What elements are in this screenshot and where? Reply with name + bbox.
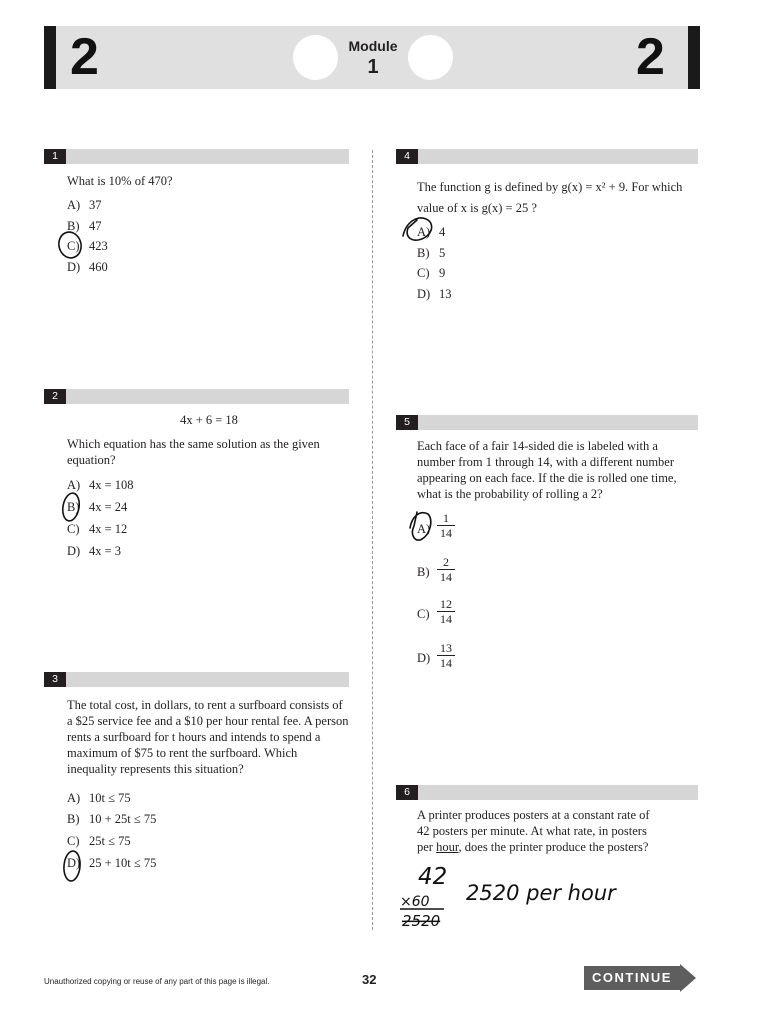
- module-number: 1: [367, 56, 379, 78]
- question-2-option-c[interactable]: [67, 521, 127, 537]
- handwritten-answer: 2520 per hour: [466, 881, 616, 905]
- option-text: 9: [439, 266, 446, 280]
- question-1-header: [44, 149, 349, 164]
- option-text: 10t ≤ 75: [89, 791, 131, 805]
- option-text: 4: [439, 225, 446, 239]
- emphasized-word: hour: [436, 840, 459, 854]
- question-2-option-d[interactable]: [67, 543, 121, 559]
- fraction-denominator: 14: [440, 656, 452, 670]
- question-5-header: [396, 415, 698, 430]
- fraction-numerator: 12: [437, 597, 455, 612]
- question-5-option-b-fraction: [437, 555, 455, 584]
- question-5-option-d-letter[interactable]: D): [417, 651, 431, 665]
- option-text: 5: [439, 246, 446, 260]
- question-5-option-a-fraction: [437, 511, 455, 540]
- question-2-header: [44, 389, 349, 404]
- question-number: 5: [396, 415, 418, 430]
- question-number: 3: [44, 672, 66, 687]
- prompt-line: [417, 839, 699, 855]
- option-letter: D): [67, 260, 81, 274]
- option-text: 37: [89, 198, 102, 212]
- option-text: 13: [439, 287, 452, 301]
- fraction-numerator: 13: [437, 641, 455, 656]
- section-number-left: 2: [70, 28, 99, 86]
- page-number: 32: [362, 972, 377, 987]
- option-text: 10 + 25t ≤ 75: [89, 812, 157, 826]
- option-text: 25t ≤ 75: [89, 834, 131, 848]
- prompt-text: per: [417, 840, 437, 854]
- option-letter: C): [417, 266, 430, 280]
- question-1-option-b[interactable]: [67, 218, 102, 234]
- question-1-option-c[interactable]: [67, 238, 108, 254]
- question-2-prompt: Which equation has the same solution as the given equation?: [67, 437, 320, 467]
- question-5-option-b-letter[interactable]: B): [417, 565, 430, 579]
- option-letter: A): [67, 198, 81, 212]
- question-1-option-d[interactable]: [67, 259, 108, 275]
- question-5-option-d-fraction: [437, 641, 455, 670]
- question-5-option-c-letter[interactable]: C): [417, 607, 430, 621]
- prompt-text: , does the printer produce the posters?: [458, 840, 649, 854]
- header-circle-left: [293, 35, 338, 80]
- question-5-option-a-letter[interactable]: A): [417, 522, 431, 536]
- option-text: 423: [89, 239, 108, 253]
- question-3-option-b[interactable]: [67, 811, 156, 827]
- fraction-numerator: 2: [437, 555, 455, 570]
- question-number: 2: [44, 389, 66, 404]
- question-4-header: [396, 149, 698, 164]
- option-letter: B): [67, 500, 80, 514]
- fraction-denominator: 14: [440, 570, 452, 584]
- option-text: 47: [89, 219, 102, 233]
- fraction-denominator: 14: [440, 612, 452, 626]
- question-4-prompt: The function g is defined by g(x) = x² + 9. For which value of x is g(x) = 25 ?: [417, 180, 683, 215]
- option-letter: A): [417, 225, 431, 239]
- question-3-option-a[interactable]: [67, 790, 131, 806]
- handwritten-work: [400, 864, 617, 930]
- handwritten-work-bottom: 2520: [402, 912, 441, 930]
- header-bar-right: [688, 26, 700, 89]
- option-letter: D): [67, 544, 81, 558]
- column-divider: [372, 150, 373, 930]
- question-1-option-a[interactable]: [67, 197, 102, 213]
- fraction-denominator: 14: [440, 526, 452, 540]
- question-6-header: [396, 785, 698, 800]
- question-3-option-d[interactable]: [67, 855, 156, 871]
- option-letter: C): [67, 834, 80, 848]
- continue-arrow-icon[interactable]: [680, 964, 696, 992]
- question-6-prompt: [417, 807, 699, 855]
- option-letter: B): [417, 246, 430, 260]
- handwritten-work-top: 42: [418, 864, 448, 890]
- option-text: 25 + 10t ≤ 75: [89, 856, 157, 870]
- option-text: 4x = 12: [89, 522, 128, 536]
- option-letter: C): [67, 239, 80, 253]
- question-1-prompt: What is 10% of 470?: [67, 174, 173, 188]
- question-5-option-c-fraction: [437, 597, 455, 626]
- module-label: Module: [348, 38, 398, 54]
- question-4-option-d[interactable]: [417, 286, 452, 302]
- continue-button[interactable]: CONTINUE: [584, 966, 680, 990]
- option-text: 4x = 24: [89, 500, 128, 514]
- question-4-option-c[interactable]: [417, 265, 445, 281]
- option-text: 460: [89, 260, 108, 274]
- question-5-prompt: Each face of a fair 14-sided die is labeled with a number from 1 through 14, with a different number appearing on each face. If the die is rolled one time, what is the probability of rolling a 2?: [417, 439, 677, 501]
- section-number-right: 2: [636, 28, 665, 86]
- option-text: 4x = 3: [89, 544, 122, 558]
- question-2-option-a[interactable]: [67, 477, 134, 493]
- question-2-equation: 4x + 6 = 18: [180, 413, 238, 427]
- prompt-line: A printer produces posters at a constant rate of: [417, 808, 650, 822]
- option-letter: D): [67, 856, 81, 870]
- question-4-option-a[interactable]: [417, 224, 445, 240]
- copyright-notice: Unauthorized copying or reuse of any part of this page is illegal.: [44, 977, 270, 986]
- question-3-prompt: The total cost, in dollars, to rent a surfboard consists of a $25 service fee and a $10 per hour rental fee. A person rents a surfboard for t hours and intends to spend a maximum of $75 to rent the surfboard. Which inequality represents this situation?: [67, 698, 349, 776]
- prompt-line: 42 posters per minute. At what rate, in posters: [417, 824, 647, 838]
- header-bar-left: [44, 26, 56, 89]
- fraction-numerator: 1: [437, 511, 455, 526]
- question-3-header: [44, 672, 349, 687]
- question-4-option-b[interactable]: [417, 245, 445, 261]
- option-letter: B): [67, 812, 80, 826]
- handwritten-work-mid: ×60: [400, 894, 430, 910]
- question-number: 1: [44, 149, 66, 164]
- option-letter: A): [67, 478, 81, 492]
- question-3-option-c[interactable]: [67, 833, 131, 849]
- option-letter: C): [67, 522, 80, 536]
- option-text: 4x = 108: [89, 478, 134, 492]
- option-letter: B): [67, 219, 80, 233]
- question-number: 6: [396, 785, 418, 800]
- header-circle-right: [408, 35, 453, 80]
- question-number: 4: [396, 149, 418, 164]
- option-letter: D): [417, 287, 431, 301]
- option-letter: A): [67, 791, 81, 805]
- question-2-option-b[interactable]: [67, 499, 127, 515]
